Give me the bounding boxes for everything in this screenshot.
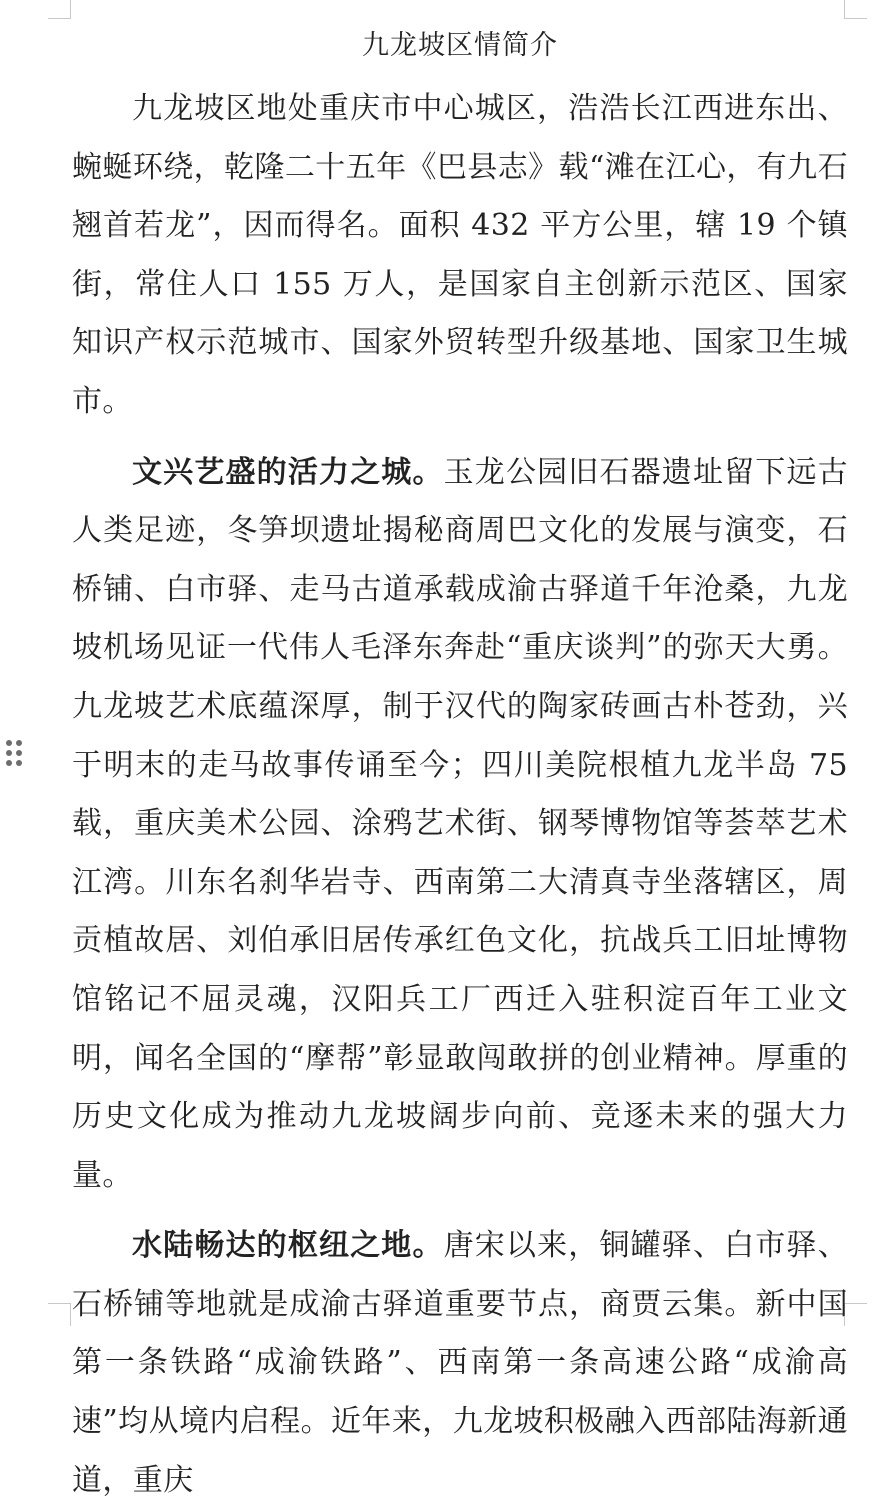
paragraph-heading: 水陆畅达的枢纽之地。 bbox=[132, 1228, 444, 1264]
drag-dot bbox=[6, 750, 12, 756]
page-corner-mark bbox=[48, 1303, 71, 1326]
paragraph-culture bbox=[72, 444, 848, 1206]
drag-dot bbox=[16, 750, 22, 756]
drag-dot bbox=[6, 760, 12, 766]
drag-dot bbox=[16, 760, 22, 766]
paragraph-heading: 文兴艺盛的活力之城。 bbox=[132, 454, 444, 490]
document-title: 九龙坡区情简介 bbox=[362, 30, 558, 61]
drag-dot bbox=[16, 740, 22, 746]
paragraph-text: 九龙坡区地处重庆市中心城区，浩浩长江西进东出、蜿蜒环绕，乾隆二十五年《巴县志》载“滩在江心，有九石翘首若龙”，因而得名。面积 432 平方公里，辖 19 个镇街，常住人口 155 万人，是国家自主创新示范区、国家知识产权示范城市、国家外贸转型升级基地、国家卫生城市。 bbox=[72, 91, 848, 419]
paragraph-text: 唐宋以来，铜罐驿、白市驿、石桥铺等地就是成渝古驿道重要节点，商贾云集。新中国第一条铁路“成渝铁路”、西南第一条高速公路“成渝高速”均从境内启程。近年来，九龙坡积极融入西部陆海新通道，重庆 bbox=[72, 1228, 849, 1498]
drag-handle-icon[interactable] bbox=[6, 740, 24, 770]
document-body[interactable] bbox=[72, 24, 848, 1510]
paragraph-transport bbox=[72, 1217, 848, 1510]
paragraph-intro bbox=[72, 80, 848, 432]
page-corner-mark bbox=[844, 0, 867, 19]
drag-dot bbox=[6, 740, 12, 746]
paragraph-text: 玉龙公园旧石器遗址留下远古人类足迹，冬笋坝遗址揭秘商周巴文化的发展与演变，石桥铺、白市驿、走马古道承载成渝古驿道千年沧桑，九龙坡机场见证一代伟人毛泽东奔赴“重庆谈判”的弥天大勇。九龙坡艺术底蕴深厚，制于汉代的陶家砖画古朴苍劲，兴于明末的走马故事传诵至今；四川美院根植九龙半岛 75 载，重庆美术公园、涂鸦艺术街、钢琴博物馆等荟萃艺术江湾。川东名刹华岩寺、西南第二大清真寺坐落辖区，周贡植故居、刘伯承旧居传承红色文化，抗战兵工旧址博物馆铭记不屈灵魂，汉阳兵工厂西迁入驻积淀百年工业文明，闻名全国的“摩帮”彰显敢闯敢拼的创业精神。厚重的历史文化成为推动九龙坡阔步向前、竞逐未来的强大力量。 bbox=[72, 454, 849, 1193]
page-corner-mark bbox=[48, 0, 71, 19]
